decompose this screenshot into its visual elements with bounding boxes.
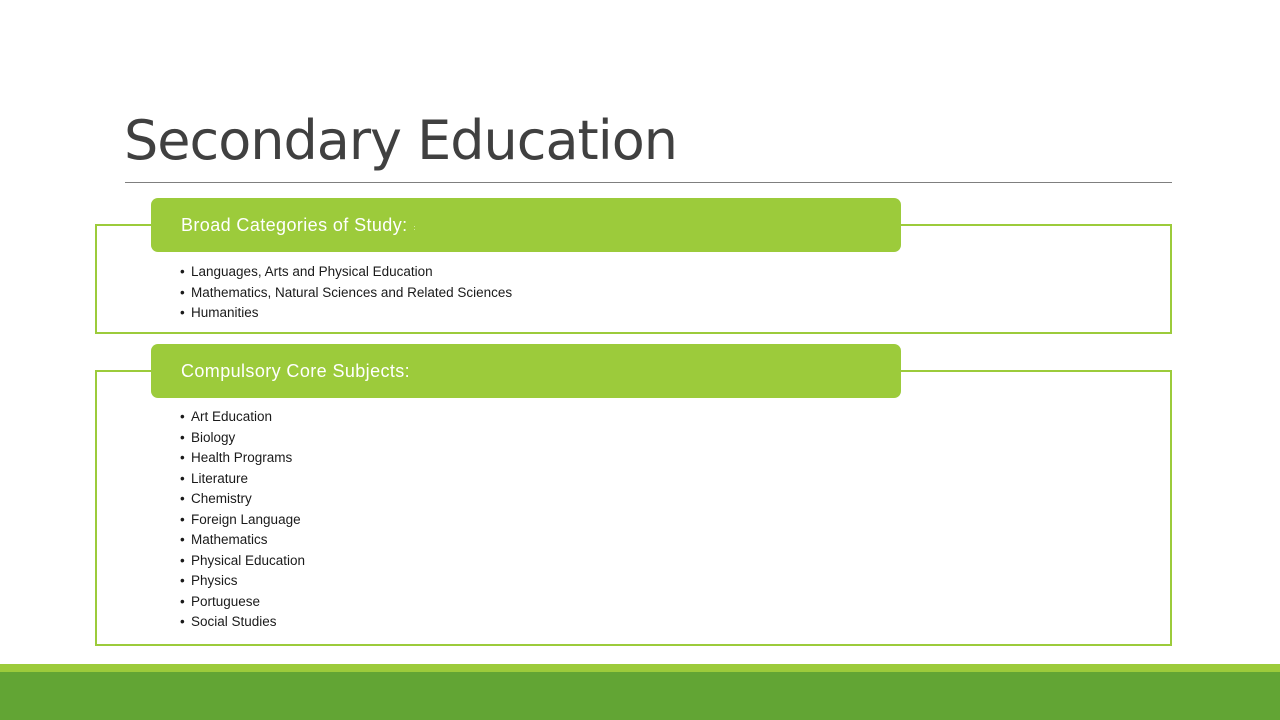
bullet-icon: • (180, 573, 185, 588)
bullet-icon: • (180, 409, 185, 424)
list-item: • Health Programs (180, 448, 305, 469)
broad-categories-header-suffix: : (413, 224, 416, 232)
bullet-icon: • (180, 264, 185, 279)
list-item: • Chemistry (180, 489, 305, 510)
bullet-icon: • (180, 305, 185, 320)
list-item: • Foreign Language (180, 510, 305, 531)
list-item: • Literature (180, 469, 305, 490)
bullet-icon: • (180, 532, 185, 547)
list-item: • Mathematics (180, 530, 305, 551)
footer-accent-bar (0, 664, 1280, 672)
list-item: • Physical Education (180, 551, 305, 572)
slide-title: Secondary Education (124, 109, 677, 172)
broad-categories-header-label: Broad Categories of Study: (181, 214, 408, 235)
bullet-icon: • (180, 593, 185, 609)
bullet-icon: • (180, 511, 185, 527)
broad-categories-list (180, 262, 512, 324)
bullet-icon: • (180, 552, 185, 568)
list-item: • Portuguese (180, 592, 305, 613)
list-item: • Mathematics, Natural Sciences and Related Sciences (180, 283, 512, 304)
list-item: • Humanities (180, 303, 512, 324)
list-item: • Biology (180, 428, 305, 449)
core-subjects-header-label: Compulsory Core Subjects: (181, 360, 411, 381)
bullet-icon: • (180, 450, 185, 465)
list-item: • Art Education (180, 407, 305, 428)
bullet-icon: • (180, 429, 185, 445)
list-item: • Languages, Arts and Physical Education (180, 262, 512, 283)
bullet-icon: • (180, 491, 185, 506)
footer-band (0, 672, 1280, 720)
core-subjects-list (180, 407, 305, 633)
bullet-icon: • (180, 470, 185, 486)
core-subjects-header (151, 344, 901, 398)
broad-categories-header (151, 198, 901, 252)
list-item: • Physics (180, 571, 305, 592)
title-divider (125, 182, 1172, 183)
bullet-icon: • (180, 614, 185, 629)
bullet-icon: • (180, 284, 185, 300)
list-item: • Social Studies (180, 612, 305, 633)
